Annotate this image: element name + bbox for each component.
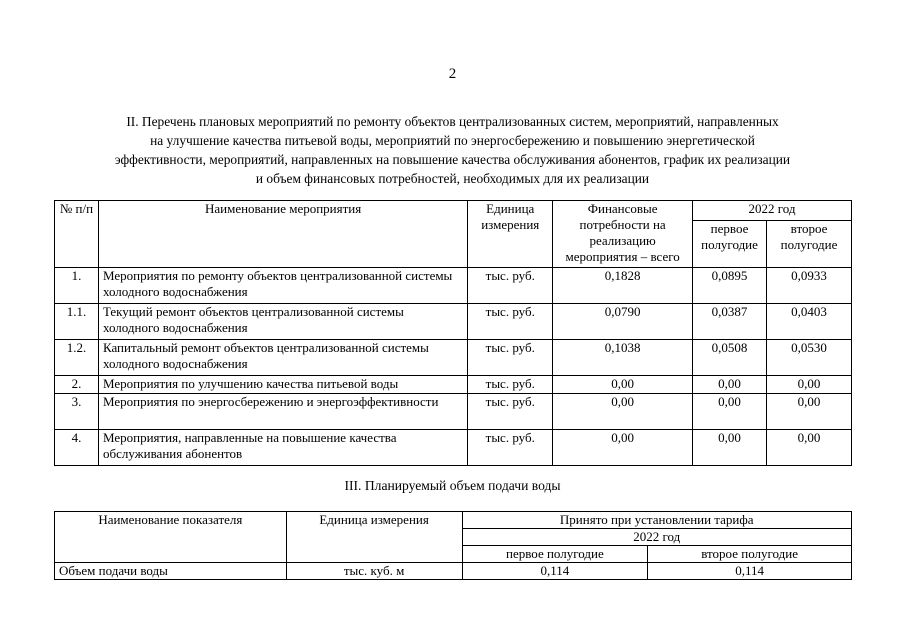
- row-total: 0,00: [553, 376, 693, 394]
- header-finance: Финансовые потребности на реализацию мероприятия – всего: [553, 201, 693, 268]
- row-half1: 0,00: [693, 376, 767, 394]
- table-row: [55, 268, 852, 304]
- table-row: [55, 430, 852, 466]
- row-total: 0,00: [553, 394, 693, 430]
- row-indicator: Объем подачи воды: [55, 563, 287, 580]
- heading-line: эффективности, мероприятий, направленных на повышение качества обслуживания абонентов, график их реализации: [114, 152, 791, 167]
- table-row: [55, 394, 852, 430]
- header-half1: первое полугодие: [462, 546, 648, 563]
- heading-line: и объем финансовых потребностей, необходимых для их реализации: [255, 171, 650, 186]
- header-name: Наименование мероприятия: [98, 201, 467, 268]
- table-row: [55, 563, 852, 580]
- row-unit: тыс. руб.: [468, 304, 553, 340]
- row-half1: 0,00: [693, 394, 767, 430]
- row-half2: 0,00: [767, 376, 852, 394]
- table-row: [55, 304, 852, 340]
- water-supply-table: [54, 511, 852, 580]
- header-num: № п/п: [55, 201, 99, 268]
- section-2-heading: [60, 112, 845, 188]
- table-row: [55, 376, 852, 394]
- row-total: 0,1038: [553, 340, 693, 376]
- row-unit: тыс. руб.: [468, 268, 553, 304]
- row-name: Мероприятия по энергосбережению и энергоэффективности: [98, 394, 467, 430]
- row-total: 0,0790: [553, 304, 693, 340]
- header-unit: Единица измерения: [286, 512, 462, 563]
- row-unit: тыс. руб.: [468, 430, 553, 466]
- header-year: 2022 год: [693, 201, 852, 221]
- row-half2: 0,0403: [767, 304, 852, 340]
- row-unit: тыс. куб. м: [286, 563, 462, 580]
- row-half2: 0,0530: [767, 340, 852, 376]
- table-row: [55, 340, 852, 376]
- row-unit: тыс. руб.: [468, 394, 553, 430]
- row-half2: 0,0933: [767, 268, 852, 304]
- header-half2: второе полугодие: [648, 546, 852, 563]
- row-name: Мероприятия по ремонту объектов централизованной системы холодного водоснабжения: [98, 268, 467, 304]
- row-name: Текущий ремонт объектов централизованной системы холодного водоснабжения: [98, 304, 467, 340]
- row-total: 0,1828: [553, 268, 693, 304]
- row-half1: 0,0895: [693, 268, 767, 304]
- header-indicator: Наименование показателя: [55, 512, 287, 563]
- row-num: 1.2.: [55, 340, 99, 376]
- page-number: 2: [448, 66, 457, 82]
- row-half2: 0,00: [767, 430, 852, 466]
- row-total: 0,00: [553, 430, 693, 466]
- row-half1: 0,0387: [693, 304, 767, 340]
- row-name: Капитальный ремонт объектов централизованной системы холодного водоснабжения: [98, 340, 467, 376]
- row-name: Мероприятия по улучшению качества питьевой воды: [98, 376, 467, 394]
- row-num: 3.: [55, 394, 99, 430]
- row-name: Мероприятия, направленные на повышение качества обслуживания абонентов: [98, 430, 467, 466]
- row-half1: 0,0508: [693, 340, 767, 376]
- header-unit: Единица измерения: [468, 201, 553, 268]
- row-num: 1.: [55, 268, 99, 304]
- header-accepted: Принято при установлении тарифа: [462, 512, 852, 529]
- header-year: 2022 год: [462, 529, 852, 546]
- heading-line: на улучшение качества питьевой воды, мероприятий по энергосбережению и повышению энергетической: [150, 133, 755, 148]
- section-3-heading: III. Планируемый объем подачи воды: [344, 478, 561, 493]
- row-unit: тыс. руб.: [468, 340, 553, 376]
- row-num: 2.: [55, 376, 99, 394]
- row-unit: тыс. руб.: [468, 376, 553, 394]
- row-num: 1.1.: [55, 304, 99, 340]
- row-half2: 0,00: [767, 394, 852, 430]
- heading-line: II. Перечень плановых мероприятий по ремонту объектов централизованных систем, мероприятий, направленных: [126, 114, 779, 129]
- header-half1: первое полугодие: [693, 221, 767, 268]
- header-half2: второе полугодие: [767, 221, 852, 268]
- row-half2: 0,114: [648, 563, 852, 580]
- row-num: 4.: [55, 430, 99, 466]
- row-half1: 0,114: [462, 563, 648, 580]
- row-half1: 0,00: [693, 430, 767, 466]
- measures-table: [54, 200, 852, 466]
